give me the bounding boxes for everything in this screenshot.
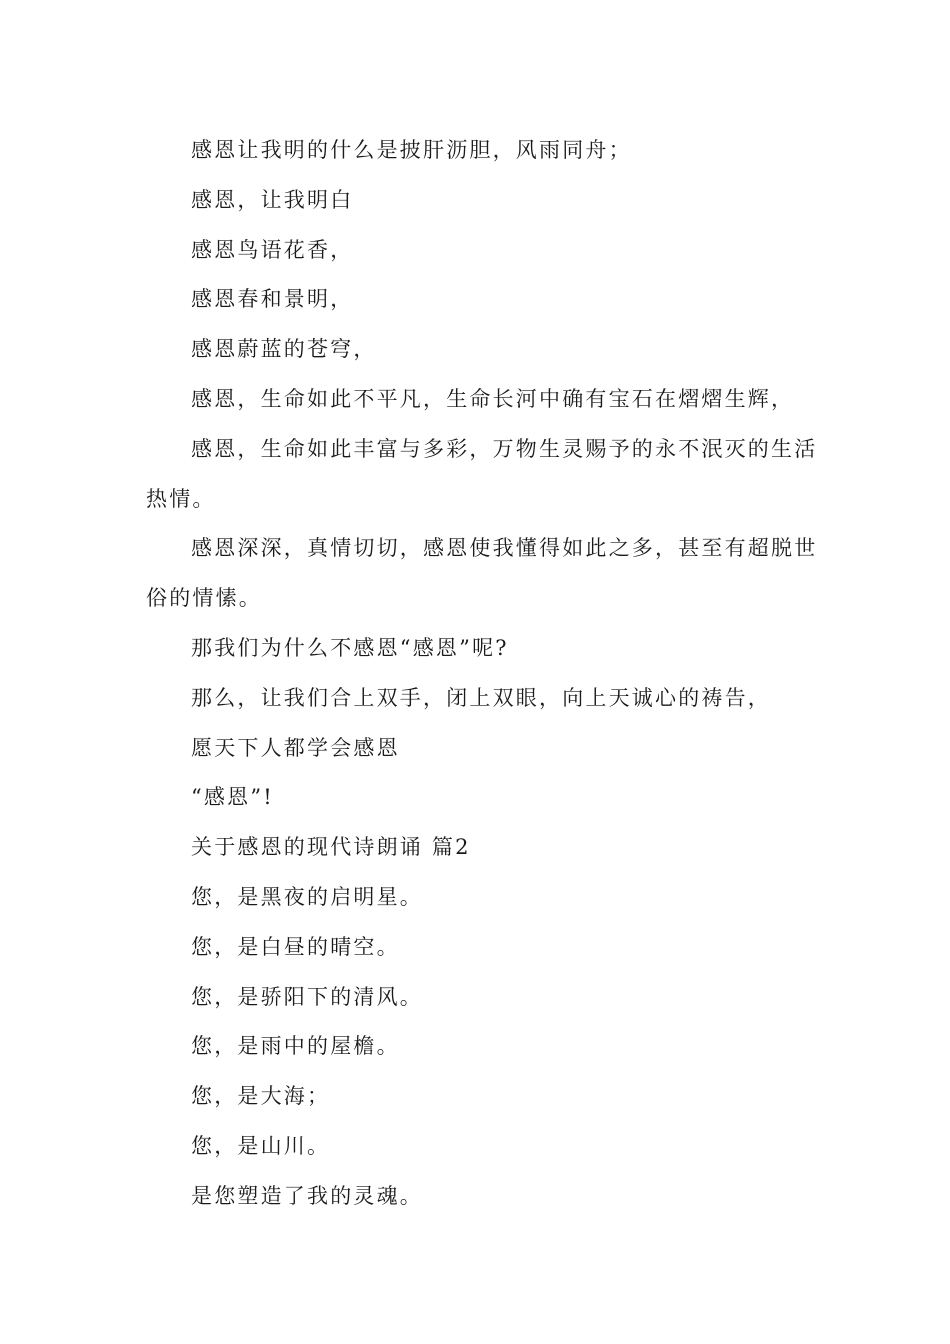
poem-line-continuation: 热情。 [146,486,216,511]
poem-line: 感恩蔚蓝的苍穹， [191,337,377,362]
poem-line: 您，是白昼的晴空。 [191,934,400,959]
poem-line: 您，是雨中的屋檐。 [191,1034,400,1059]
poem-line: 您，是骄阳下的清风。 [191,984,423,1009]
poem-line: 感恩鸟语花香， [191,237,354,262]
poem-line: 愿天下人都学会感恩 [191,735,400,760]
section-heading: 关于感恩的现代诗朗诵 篇2 [191,835,471,860]
poem-line: 感恩让我明的什么是披肝沥胆，风雨同舟； [191,138,632,162]
poem-line: 感恩深深，真情切切，感恩使我懂得如此之多，甚至有超脱世 [191,536,818,561]
poem-line: 您，是黑夜的启明星。 [191,884,423,909]
poem-line: 那我们为什么不感恩“感恩”呢? [191,635,509,660]
poem-line: 那么，让我们合上双手，闭上双眼，向上天诚心的祷告， [191,685,771,710]
poem-line: 您，是山川。 [191,1133,331,1158]
poem-line: 您，是大海； [191,1084,331,1109]
poem-line: 感恩，生命如此不平凡，生命长河中确有宝石在熠熠生辉， [191,386,795,411]
document-body [146,126,818,1222]
poem-line: 感恩，让我明白 [191,187,354,212]
poem-line: 感恩，生命如此丰富与多彩，万物生灵赐予的永不泯灭的生活 [191,436,818,461]
poem-line: 是您塑造了我的灵魂。 [191,1183,423,1208]
poem-line: “感恩”! [191,785,274,810]
poem-line-continuation: 俗的情愫。 [146,586,262,611]
poem-line: 感恩春和景明， [191,287,354,312]
